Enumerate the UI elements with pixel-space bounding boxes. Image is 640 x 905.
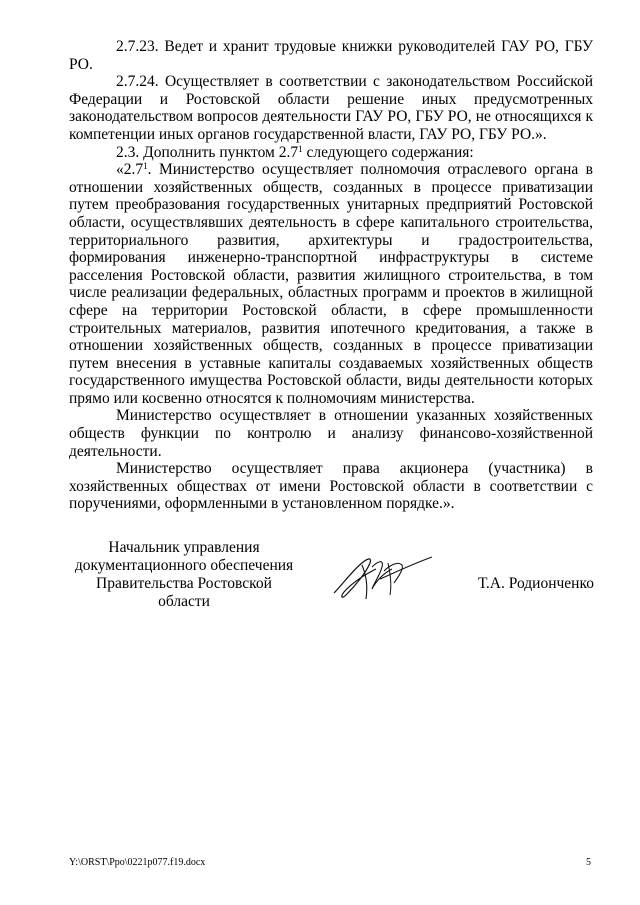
paragraph-2-7-23: 2.7.23. Ведет и хранит трудовые книжки руководителей ГАУ РО, ГБУ РО.: [69, 38, 593, 73]
paragraph-2-3-tail: следующего содержания:: [302, 143, 474, 161]
paragraph-2-3: [69, 144, 593, 162]
footer-file-path: Y:\ORST\Ppo\0221p077.f19.docx: [69, 857, 206, 868]
signer-title-line-3: Правительства Ростовской области: [96, 575, 272, 610]
paragraph-2-7-1-number: «2.7: [116, 161, 144, 179]
signer-name: Т.А. Родионченко: [478, 575, 594, 592]
paragraph-shareholder-rights: Министерство осуществляет права акционера (участника) в хозяйственных обществах от имени Ростовской области в соответствии с поручениями, оформленными в установленном порядке.».: [69, 460, 593, 513]
superscript-marker: 1: [143, 161, 148, 172]
paragraph-2-3-text: 2.3. Дополнить пунктом 2.7: [116, 143, 299, 161]
paragraph-2-7-1-text: . Министерство осуществляет полномочия отраслевого органа в отношении хозяйственных обществ, созданных в процессе приватизации путем преобразования государственных унитарных предприятий Ростовской области, осуществлявших деятельность в сфере капитального строительства, территориального развития, архитектуры и градостроительства, формирования инженерно-транспортной инфраструктуры в системе расселения Ростовской области, развития жилищного строительства, в том числе реализации федеральных, областных программ и проектов в жилищной сфере на территории Ростовской области, в сфере промышленности строительных материалов, развития ипотечного кредитования, а также в отношении хозяйственных обществ, созданных в процессе приватизации путем внесения в уставные капиталы создаваемых хозяйственных обществ государственного имущества Ростовской области, виды деятельности которых прямо или косвенно относятся к полномочиям министерства.: [69, 161, 593, 407]
handwritten-signature-icon: [328, 549, 438, 607]
signer-title-line-1: Начальник управления: [108, 539, 260, 556]
paragraph-2-7-1: [69, 161, 593, 407]
paragraph-2-7-24: 2.7.24. Осуществляет в соответствии с законодательством Российской Федерации и Ростовской области решение иных предусмотренных законодательством вопросов деятельности ГАУ РО, ГБУ РО, не относящихся к компетенции иных органов государственной власти, ГАУ РО, ГБУ РО.».: [69, 73, 593, 143]
superscript-marker: 1: [298, 143, 303, 154]
signer-title: [69, 539, 299, 611]
paragraph-control-functions: Министерство осуществляет в отношении указанных хозяйственных обществ функции по контролю и анализу финансово-хозяйственной деятельности.: [69, 407, 593, 460]
signer-title-line-2: документационного обеспечения: [74, 557, 294, 574]
document-body: [69, 38, 593, 513]
page-number: 5: [586, 857, 591, 868]
